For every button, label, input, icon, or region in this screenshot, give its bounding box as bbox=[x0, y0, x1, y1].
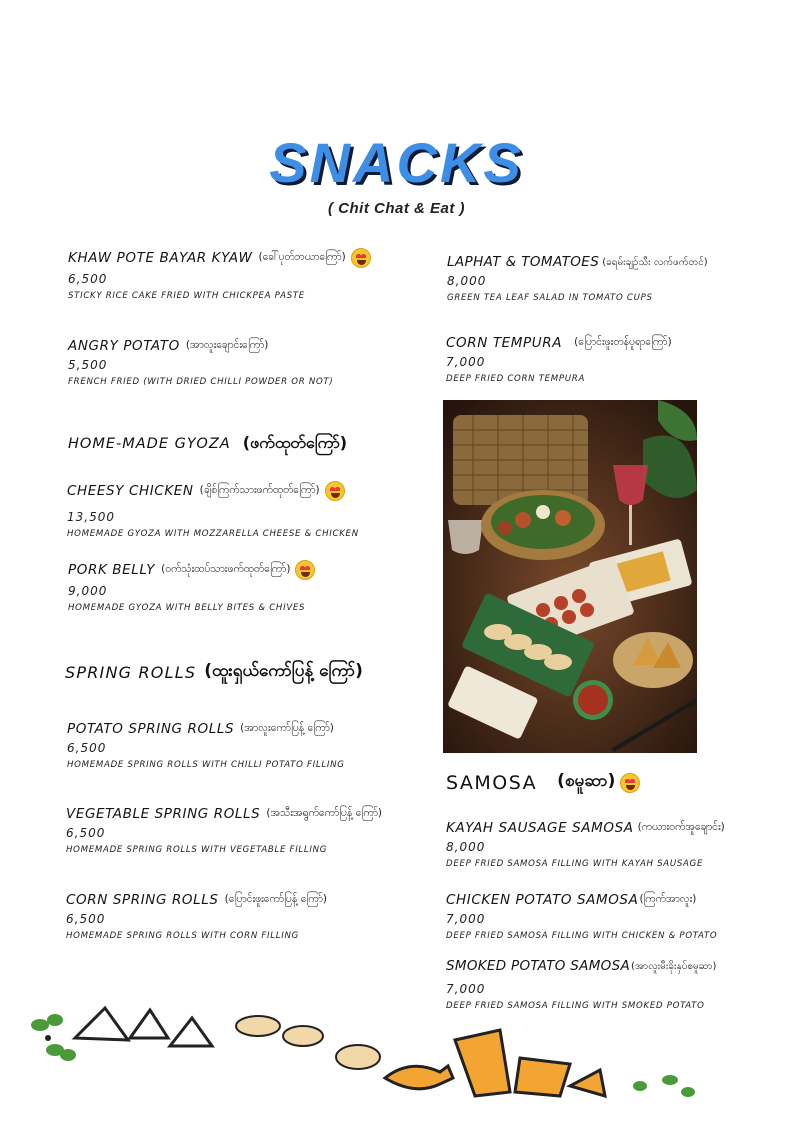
menu-item-chicken-potato-samosa bbox=[446, 892, 717, 941]
heart-eyes-emoji-icon bbox=[351, 248, 371, 268]
item-price: 9,000 bbox=[68, 584, 108, 598]
snack-platter-photo bbox=[443, 400, 697, 753]
item-burmese-name: (အသီးအရွက်ကော်ပြန့် ကြော်) bbox=[266, 806, 383, 819]
item-burmese-name: (အာလူးမီးခိုးနှပ်စမူဆာ) bbox=[631, 960, 717, 972]
item-burmese-name: (ချိစ်ကြက်သားဖက်ထုတ်ကြော်) bbox=[199, 483, 320, 496]
section-heading-en: SPRING ROLLS bbox=[65, 663, 197, 682]
item-description: DEEP FRIED SAMOSA FILLING WITH KAYAH SAUSAGE bbox=[446, 859, 704, 869]
section-heading-samosa bbox=[446, 770, 640, 795]
item-name: SMOKED POTATO SAMOSA bbox=[446, 958, 630, 974]
item-description: DEEP FRIED CORN TEMPURA bbox=[446, 374, 586, 384]
menu-item-khaw-pote bbox=[68, 248, 371, 301]
menu-item-vegetable-spring-rolls bbox=[66, 806, 382, 855]
item-price: 5,500 bbox=[68, 358, 108, 372]
item-name: CHICKEN POTATO SAMOSA bbox=[446, 892, 639, 908]
item-burmese-name: (ဝက်သုံးထပ်သားဖက်ထုတ်ကြော်) bbox=[161, 562, 291, 575]
item-price: 8,000 bbox=[447, 274, 487, 288]
item-description: DEEP FRIED SAMOSA FILLING WITH CHICKEN & POTATO bbox=[446, 931, 718, 941]
menu-item-angry-potato bbox=[68, 338, 333, 387]
section-heading-spring-rolls bbox=[65, 660, 363, 685]
item-name: LAPHAT & TOMATOES bbox=[447, 254, 600, 270]
menu-item-kayah-sausage-samosa bbox=[446, 820, 725, 869]
section-heading-gyoza bbox=[68, 432, 347, 456]
section-heading-my: (ဖက်ထုတ်ကြော်) bbox=[242, 433, 348, 452]
item-name: CORN TEMPURA bbox=[446, 335, 563, 351]
item-description: STICKY RICE CAKE FRIED WITH CHICKPEA PASTE bbox=[68, 291, 305, 301]
item-name: KAYAH SAUSAGE SAMOSA bbox=[446, 820, 634, 836]
item-description: HOMEMADE SPRING ROLLS WITH CORN FILLING bbox=[66, 931, 299, 941]
menu-item-pork-belly bbox=[68, 560, 315, 613]
menu-item-potato-spring-rolls bbox=[67, 721, 345, 770]
item-burmese-name: (ခေါ်ပုတ်ဘယာကြော်) bbox=[258, 250, 346, 263]
item-price: 6,500 bbox=[66, 912, 106, 926]
item-burmese-name: (ကယားဝက်အူချောင်း) bbox=[637, 820, 725, 833]
item-name: PORK BELLY bbox=[68, 562, 156, 578]
food-doodles bbox=[20, 1000, 720, 1100]
section-heading-my: (စမူဆာ) bbox=[557, 771, 616, 791]
section-heading-en: SAMOSA bbox=[446, 771, 538, 794]
item-description: HOMEMADE SPRING ROLLS WITH VEGETABLE FILLING bbox=[66, 845, 328, 855]
menu-item-cheesy-chicken bbox=[67, 481, 359, 539]
item-price: 7,000 bbox=[446, 982, 486, 996]
item-description: HOMEMADE GYOZA WITH BELLY BITES & CHIVES bbox=[68, 603, 306, 613]
item-description: GREEN TEA LEAF SALAD IN TOMATO CUPS bbox=[447, 293, 653, 303]
item-name: ANGRY POTATO bbox=[68, 338, 180, 354]
item-burmese-name: (ပြောင်းဖူးကော်ပြန့် ကြော်) bbox=[224, 892, 327, 905]
item-burmese-name: (အာလူးကော်ပြန့် ကြော်) bbox=[240, 721, 334, 734]
menu-item-corn-spring-rolls bbox=[66, 892, 327, 941]
item-burmese-name: (အာလူးချောင်းကြော်) bbox=[185, 338, 269, 351]
item-price: 6,500 bbox=[68, 272, 108, 286]
heart-eyes-emoji-icon bbox=[295, 560, 315, 580]
page-subtitle: ( Chit Chat & Eat ) bbox=[328, 200, 465, 217]
item-price: 6,500 bbox=[66, 826, 106, 840]
heart-eyes-emoji-icon bbox=[325, 481, 345, 501]
item-name: CORN SPRING ROLLS bbox=[66, 892, 219, 908]
item-name: KHAW POTE BAYAR KYAW bbox=[68, 250, 253, 266]
item-description: HOMEMADE GYOZA WITH MOZZARELLA CHEESE & CHICKEN bbox=[67, 529, 359, 539]
item-name: VEGETABLE SPRING ROLLS bbox=[66, 806, 261, 822]
item-name: POTATO SPRING ROLLS bbox=[67, 721, 235, 737]
item-price: 13,500 bbox=[67, 510, 115, 524]
item-price: 7,000 bbox=[446, 912, 486, 926]
item-price: 7,000 bbox=[446, 355, 486, 369]
item-description: HOMEMADE SPRING ROLLS WITH CHILLI POTATO FILLING bbox=[67, 760, 345, 770]
menu-item-laphat-tomatoes bbox=[447, 254, 708, 303]
item-name: CHEESY CHICKEN bbox=[67, 483, 194, 499]
item-description: DEEP FRIED SAMOSA FILLING WITH SMOKED POTATO bbox=[446, 1001, 705, 1011]
menu-item-corn-tempura bbox=[446, 335, 672, 384]
item-description: FRENCH FRIED (WITH DRIED CHILLI POWDER OR NOT) bbox=[68, 377, 334, 387]
item-burmese-name: (ပြောင်းဖူးတန်ပူရာကြော်) bbox=[574, 335, 672, 348]
heart-eyes-emoji-icon bbox=[620, 773, 640, 793]
page-title: SNACKS bbox=[269, 131, 524, 194]
section-heading-my: (ထူးရှယ်ကော်ပြန့် ကြော်) bbox=[204, 661, 363, 681]
item-burmese-name: (ကြက်အာလူး) bbox=[639, 892, 697, 905]
item-price: 8,000 bbox=[446, 840, 486, 854]
section-heading-en: HOME-MADE GYOZA bbox=[68, 436, 231, 452]
item-price: 6,500 bbox=[67, 741, 107, 755]
item-burmese-name: (ခရမ်းချဉ်သီး လက်ဖက်တင်) bbox=[602, 256, 708, 268]
